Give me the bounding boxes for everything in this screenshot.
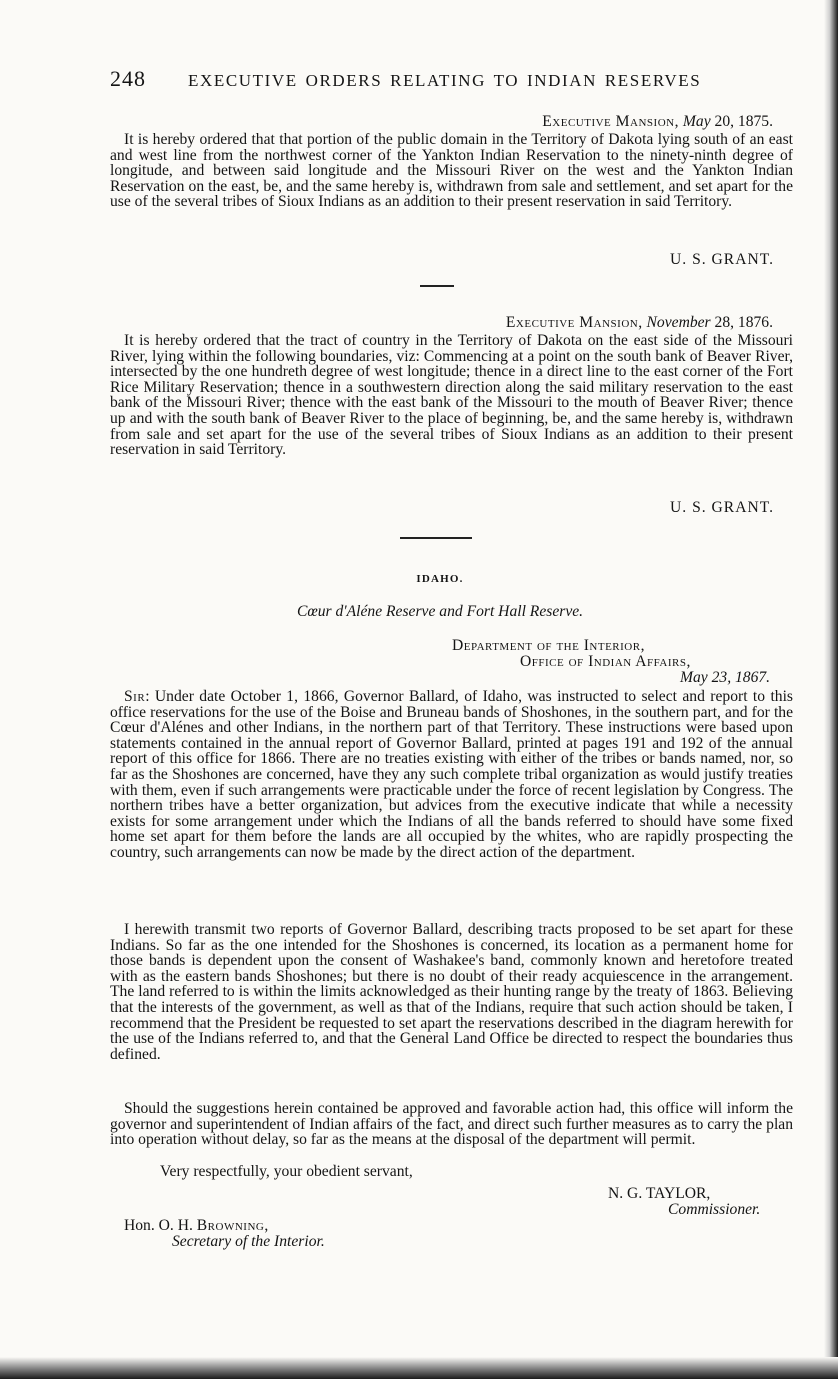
order1-place: Executive Mansion, <box>542 113 679 130</box>
order1-signature: U. S. GRANT. <box>670 251 774 268</box>
order1-paragraph: It is hereby ordered that that portion of the public domain in the Territory of Dakota lying south of an east and west line from the northwest corner of the Yankton Indian Reservation to the ninety-ninth degree of longitude, and between said longitude and the Missouri River on the west and the Yankton Indian Reservation on the east, be, and the same hereby is, withdrawn from sale and settlement, and set apart for the use of the several tribes of Sioux Indians as an addition to their present reservation in said Territory. <box>110 131 793 211</box>
order2-place: Executive Mansion, <box>505 314 643 331</box>
page-number: 248 <box>110 66 146 91</box>
order2-date-rest: 28, 1876. <box>710 314 773 331</box>
letter-para3-text: Should the suggestions herein contained be approved and favorable action had, this office will inform the governor and superintendent of Indian affairs of the fact, and direct such further measures as to carry the plan into operation without delay, so far as the means at the disposal of the department will permit. <box>110 1100 793 1149</box>
page-header <box>110 66 790 96</box>
order1-date-rest: 20, 1875. <box>710 113 773 130</box>
signer-title: Commissioner. <box>668 1201 761 1218</box>
letter-para3 <box>110 1101 793 1163</box>
signer-name: N. G. TAYLOR, <box>608 1185 711 1202</box>
section-subheading: Cœur d'Aléne Reserve and Fort Hall Reserve. <box>296 603 584 620</box>
order1-body <box>110 132 793 256</box>
order1-dateline <box>110 114 773 130</box>
letter-para1 <box>110 689 793 921</box>
letter-from-line1: Department of the Interior, <box>452 637 645 654</box>
letter-para2 <box>110 922 793 1100</box>
order2-date-month: November <box>646 314 711 331</box>
scan-edge-bottom <box>0 1357 838 1379</box>
order2-paragraph: It is hereby ordered that the tract of country in the Territory of Dakota on the east side of the Missouri River, lying within the following boundaries, viz: Commencing at a point on the south bank of Beaver River, intersected by the one hundreth degree of west longitude; thence in a direct line to the east corner of the Fort Rice Military Reservation; thence in a southwestern direction along the said military reservation to the east bank of the Missouri River; thence with the east bank of the Missouri to the mouth of Beaver River; thence up and with the south bank of Beaver River to the place of beginning, be, and the same hereby is, withdrawn from sale and set apart for the use of the several tribes of Sioux Indians as an addition to their present reservation in said Territory. <box>110 332 793 459</box>
section-heading: IDAHO. <box>416 573 464 585</box>
letter-para1-text: : Under date October 1, 1866, Governor Ballard, of Idaho, was instructed to select and report to this office reservations for the use of the Boise and Bruneau bands of Shoshones, in the southern part, and for the Cœur d'Alénes and other Indians, in the northern part of that Territory. These instructions were based upon statements contained in the annual report of Governor Ballard, printed at pages 191 and 192 of the annual report of this office for 1866. There are no treaties existing with either of the tribes or bands named, nor, so far as the Shoshones are concerned, have they any such complete tribal organization as would justify treaties with them, even if such arrangements were practicable under the force of recent legislation by Congress. The northern tribes have a better organization, but advices from the executive indicate that while a necessity exists for some arrangement under which the Indians of all the bands referred to should have some fixed home set apart for them before the lands are all occupied by the whites, who are rapidly prospecting the country, such arrangements can now be made by the direct action of the department. <box>110 688 793 861</box>
letter-salutation: Sir <box>124 688 146 705</box>
letter-closing: Very respectfully, your obedient servant, <box>160 1163 413 1180</box>
addressee-name: Browning, <box>196 1217 269 1234</box>
addressee-title: Secretary of the Interior. <box>172 1233 325 1250</box>
addressee-line <box>124 1218 424 1234</box>
order2-dateline <box>110 315 773 331</box>
addressee-prefix: Hon. O. H. <box>124 1217 193 1234</box>
scan-edge-right <box>824 0 838 1379</box>
running-title: EXECUTIVE ORDERS RELATING TO INDIAN RESERVES <box>188 71 702 90</box>
order2-signature: U. S. GRANT. <box>670 499 774 516</box>
divider-long <box>400 537 472 539</box>
order1-date-month: May <box>682 113 711 130</box>
divider-short-1 <box>420 285 454 287</box>
letter-from-line2: Office of Indian Affairs, <box>520 653 691 670</box>
order2-body <box>110 333 793 503</box>
letter-date: May 23, 1867. <box>680 669 771 686</box>
letter-para2-text: I herewith transmit two reports of Governor Ballard, describing tracts proposed to be set apart for these Indians. So far as the one intended for the Shoshones is concerned, its location as a permanent home for those bands is dependent upon the consent of Washakee's band, commonly known and heretofore treated with as the eastern bands Shoshones; but there is no doubt of their ready acquiescence in the arrangement. The land referred to is within the limits acknowledged as their hunting range by the treaty of 1863. Believing that the interests of the government, as well as that of the Indians, require that such action should be taken, I recommend that the President be requested to set apart the reservations described in the diagram herewith for the use of the Indians referred to, and that the General Land Office be directed to respect the boundaries thus defined. <box>110 921 793 1063</box>
